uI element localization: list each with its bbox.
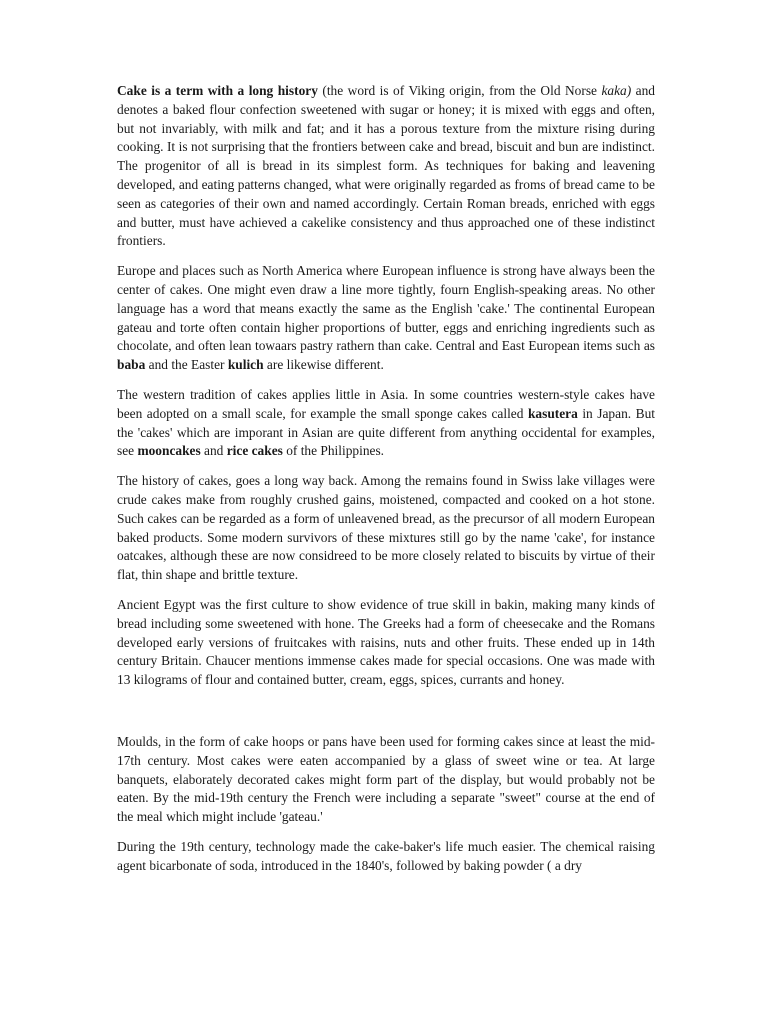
paragraph-3 [117,386,655,461]
text-run: Europe and places such as North America where European influence is strong have always been the center of cakes. One might even draw a line more tightly, fourn English-speaking areas. No other language has a word that means exactly the same as the English 'cake.' The continental European gateau and torte often contain higher proportions of butter, eggs and enriching ingredients such as chocolate, and often lean towaars pastry rathern than cake. Central and East European items such as [117,263,655,354]
bold-term: baba [117,357,146,373]
paragraph-5 [117,596,655,690]
text-run: The western tradition of cakes applies little in Asia. In some countries western-style cakes have been adopted on a small scale, for example the small sponge cakes called [117,386,655,421]
text-run: and denotes a baked flour confection sweetened with sugar or honey; it is mixed with eggs and often, but not invariably, with milk and fat; and it has a porous texture from the mixture rising during cooking. It is not surprising that the frontiers between cake and bread, biscuit and bun are indistinct. The progenitor of all is bread in its simplest form. As techniques for baking and leavening developed, and eating patterns changed, what were originally regarded as froms of bread came to be seen as categories of their own and named accordingly. Certain Roman breads, enriched with eggs and butter, must have achieved a cakelike consistency and thus approached one of these indistinct frontiers. [117,83,656,249]
text-run: (the word is of Viking origin, from the Old Norse [317,83,602,98]
text-run: of the Philippines. [282,443,385,459]
text-run: are likewise different. [263,357,384,373]
text-run: in Japan. But the 'cakes' which are imporant in Asian are quite different from anything occidental for examples, see [117,405,655,459]
paragraph-4 [117,472,655,585]
paragraph-2 [117,262,655,375]
paragraph-6 [117,733,655,827]
paragraph-7 [117,838,655,876]
italic-term: kaka) [601,83,632,98]
text-run: Moulds, in the form of cake hoops or pans have been used for forming cakes since at least the mid-17th century. Most cakes were eaten accompanied by a glass of sweet wine or tea. At large banquets, elaborately decorated cakes might form part of the display, but would probably not be eaten. By the mid-19th century the French were including a separate "sweet" course at the end of the meal which might include 'gateau.' [117,733,655,825]
bold-term: rice cakes [226,443,283,459]
text-run: During the 19th century, technology made the cake-baker's life much easier. The chemical raising agent bicarbonate of soda, introduced in the 1840's, followed by baking powder ( a dry [117,838,655,873]
text-run: The history of cakes, goes a long way back. Among the remains found in Swiss lake villages were crude cakes make from roughly crushed gains, moistened, compacted and cooked on a hot stone. Such cakes can be regarded as a form of unleavened bread, as the precursor of all modern European baked products. Some modern survivors of these mixtures still go by the name 'cake', for instance oatcakes, although these are now considreed to be more closely related to biscuits by virtue of their flat, thin shape and brittle texture. [117,473,655,583]
document-body [117,82,655,886]
bold-term: kasutera [527,405,578,421]
text-run: and the Easter [145,357,228,373]
paragraph-1 [117,82,655,251]
text-run: and [200,443,227,459]
text-run: Ancient Egypt was the first culture to show evidence of true skill in bakin, making many kinds of bread including some sweetened with hone. The Greeks had a form of cheesecake and the Romans developed early versions of fruitcakes with raisins, nuts and other fruits. These ended up in 14th century Britain. Chaucer mentions immense cakes made for special occasions. One was made with 13 kilograms of flour and contained butter, cream, eggs, spices, currants and honey. [117,596,655,688]
bold-term: Cake is a term with a long history [117,83,318,98]
bold-term: mooncakes [137,443,201,459]
bold-term: kulich [227,357,264,373]
